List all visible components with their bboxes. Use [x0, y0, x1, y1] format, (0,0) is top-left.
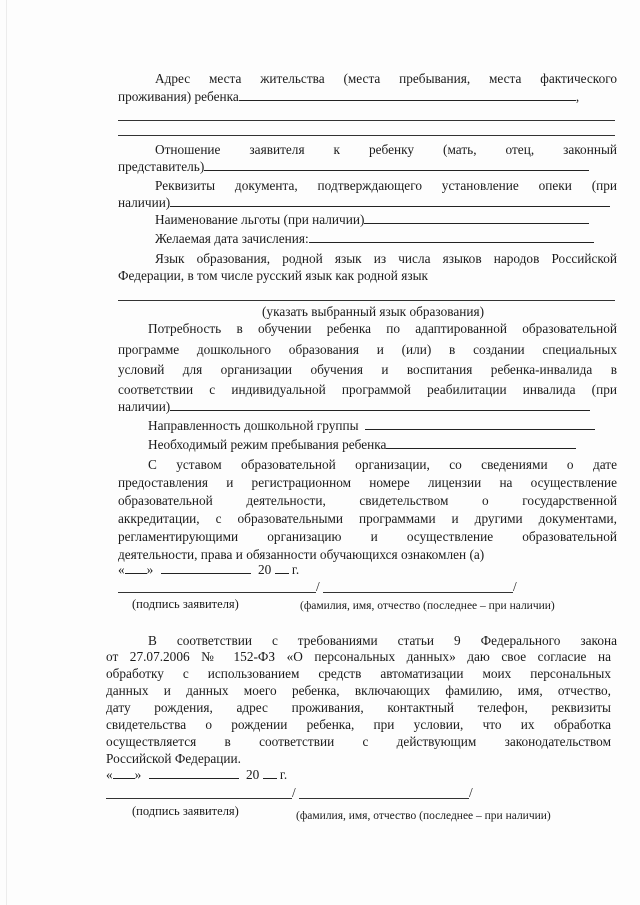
date-century: 20 [257, 562, 272, 577]
charter-line-6: деятельности, права и обязанности обучающихся ознакомлен (а) [118, 547, 485, 562]
consent-line-1: В соответствии с требованиями статьи 9 Федерального закона [148, 633, 617, 648]
guardianship-line-2 [118, 194, 610, 211]
name-hint-1: (фамилия, имя, отчество (последнее – при наличии) [300, 600, 555, 612]
needs-line-1: Потребность в обучении ребенка по адаптированной образовательной [148, 321, 617, 336]
language-line-1: Язык образования, родной язык из числа языков народов Российской [155, 251, 617, 266]
name-hint-2: (фамилия, имя, отчество (последнее – при наличии) [296, 810, 551, 822]
charter-line-5: регламентирующими организацию и осуществление образовательной [118, 529, 617, 544]
signature-slash-1: / [316, 579, 320, 594]
needs-line-2: программе дошкольного образования и (или) в создании специальных [118, 342, 617, 357]
consent-line-5: дату рождения, адрес проживания, контактный телефон, реквизиты [106, 700, 611, 715]
address-comma: , [575, 89, 580, 104]
date-month-input[interactable] [161, 561, 251, 574]
stay-mode-label: Необходимый режим пребывания ребенка [148, 437, 387, 452]
charter-line-1: С уставом образовательной организации, со сведениями о дате [148, 457, 617, 472]
guardianship-input-line[interactable] [170, 194, 610, 207]
date-close-quote-2: » [134, 767, 142, 782]
language-input-line[interactable] [118, 300, 615, 301]
benefit-input-line[interactable] [364, 211, 589, 224]
group-focus-row [148, 417, 595, 434]
date-close-quote: » [146, 562, 154, 577]
relation-label: представитель) [118, 159, 205, 174]
name-slash-2: / [469, 785, 473, 800]
enroll-date-input-line[interactable] [309, 230, 594, 243]
charter-line-2: предоставления и регистрационном номере лицензии на осуществление [118, 475, 617, 490]
benefit-label: Наименование льготы (при наличии) [155, 212, 365, 227]
name-line-2[interactable] [299, 798, 469, 799]
date-century-2: 20 [245, 767, 260, 782]
address-label: проживания) ребенка [118, 89, 239, 104]
date-row-2 [106, 766, 287, 783]
address-line-1: Адрес места жительства (места пребывания, места фактического [155, 71, 617, 86]
date-row-1 [118, 561, 299, 578]
scan-edge [6, 0, 7, 905]
signature-hint-1: (подпись заявителя) [132, 597, 239, 611]
enroll-date-label: Желаемая дата зачисления: [155, 231, 309, 246]
address-line-2 [118, 88, 579, 105]
needs-input-line[interactable] [170, 398, 590, 411]
charter-line-4: аккредитации, с образовательными программами и другими документами, [118, 511, 617, 526]
consent-line-3: обработку с использованием средств автоматизации моих персональных [106, 666, 611, 681]
needs-label: наличии) [118, 399, 171, 414]
stay-mode-row [148, 436, 576, 453]
enroll-date-row [155, 230, 594, 247]
guardianship-label: наличии) [118, 195, 171, 210]
consent-line-2: от 27.07.2006 № 152-ФЗ «О персональных данных» даю свое согласие на [106, 649, 611, 664]
address-input-line[interactable] [239, 88, 576, 101]
consent-line-7: осуществляется в соответствии с действующим законодательством [106, 734, 611, 749]
charter-line-3: образовательной деятельности, свидетельством о государственной [118, 493, 617, 508]
date-year-suffix: г. [291, 562, 300, 577]
group-focus-input-line[interactable] [365, 417, 595, 430]
relation-input-line[interactable] [204, 158, 589, 171]
date-open-quote: « [118, 562, 125, 577]
signature-line-1[interactable] [118, 592, 316, 593]
needs-line-5 [118, 398, 590, 415]
date-open-quote-2: « [106, 767, 113, 782]
date-day-input-2[interactable] [113, 766, 135, 779]
benefit-row [155, 211, 589, 228]
signature-line-2[interactable] [106, 798, 292, 799]
consent-line-4: данных и данных моего ребенка, включающих фамилию, имя, отчество, [106, 683, 611, 698]
name-line-1[interactable] [323, 592, 513, 593]
date-month-input-2[interactable] [149, 766, 239, 779]
signature-hint-2: (подпись заявителя) [132, 804, 239, 818]
needs-line-3: условий для организации обучения и воспитания ребенка-инвалида в [118, 362, 617, 377]
date-year-input-2[interactable] [263, 766, 277, 779]
signature-slash-2: / [292, 785, 296, 800]
relation-line-2 [118, 158, 589, 175]
stay-mode-input-line[interactable] [386, 436, 576, 449]
address-blank-line-2[interactable] [118, 135, 615, 136]
address-blank-line-1[interactable] [118, 120, 615, 121]
language-hint: (указать выбранный язык образования) [262, 304, 485, 319]
name-slash-1: / [513, 579, 517, 594]
date-year-input[interactable] [275, 561, 289, 574]
consent-line-8: Российской Федерации. [106, 751, 241, 766]
consent-line-6: свидетельства о рождении ребенка, при условии, что их обработка [106, 717, 611, 732]
guardianship-line-1: Реквизиты документа, подтверждающего установление опеки (при [155, 178, 617, 193]
date-day-input[interactable] [125, 561, 147, 574]
needs-line-4: соответствии с индивидуальной программой реабилитации инвалида (при [118, 382, 617, 397]
language-line-2: Федерации, в том числе русский язык как родной язык [118, 268, 429, 283]
date-year-suffix-2: г. [279, 767, 288, 782]
group-focus-label: Направленность дошкольной группы [148, 418, 359, 433]
relation-line-1: Отношение заявителя к ребенку (мать, отец, законный [155, 142, 617, 157]
